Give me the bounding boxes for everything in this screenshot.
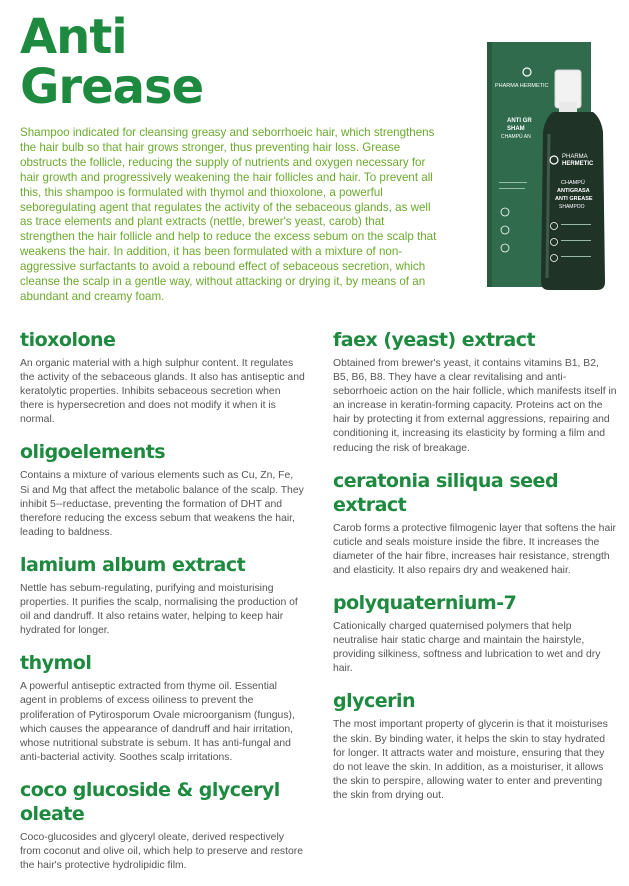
bottle-name-4: SHAMPOO	[559, 204, 585, 210]
section-heading: glycerin	[333, 690, 416, 713]
section-coco-glucoside	[20, 778, 305, 873]
section-body: Coco-glucosides and glyceryl oleate, derived respectively from coconut and olive oil, which help to preserve and restore the hair's protective hydrolipidic film.	[20, 831, 304, 872]
intro-paragraph: Shampoo indicated for cleansing greasy and seborrhoeic hair, which strengthens the hair bulb so that hair grows stronger, thus preventing hair loss. Grease obstructs the follicle, reducing the supply of nutrients and oxygen necessary for hair growth and progressively weakening the hair follicles and hair. To prevent all this, this shampoo is formulated with thymol and thioxolone, a powerful seboregulating agent that regulates the activity of the sebaceous glands, as well as trace elements and plant extracts (nettle, brewer's yeast, carob) that strengthen the hair follicle and help to reduce the excess sebum on the scalp that weakens the hair. In addition, it has been formulated with a mixture of non-aggressive surfactants to avoid a rebound effect of sebaceous secretion, which cleanse the scalp in a gentle way, without attacking or drying it, by means of an abundant and creamy foam.	[20, 126, 437, 303]
title-line-2: Grease	[20, 59, 204, 115]
bottle-name-2: ANTIGRASA	[557, 188, 590, 194]
section-lamium-album	[20, 553, 305, 638]
page-title	[20, 9, 204, 115]
section-body: An organic material with a high sulphur content. It regulates the activity of the sebaceous glands. It also has antiseptic and keratolytic properties. Inhibits sebaceous secretion when there is hypersecretion and does not modify it when it is normal.	[20, 358, 305, 426]
bottle-brand-2: HERMETIC	[562, 161, 594, 167]
section-heading: coco glucoside & glyceryl oleate	[20, 778, 280, 825]
section-heading: polyquaternium-7	[333, 592, 517, 615]
section-body: Nettle has sebum-regulating, purifying and moisturising properties. It purifies the scalp, normalising the production of oil and dandruff. It also retains water, helping to keep hair hydrated for longer.	[20, 582, 298, 637]
section-heading: thymol	[20, 652, 92, 675]
section-heading: tioxolone	[20, 329, 116, 351]
bottle-brand-1: PHARMA	[562, 154, 588, 160]
section-heading: ceratonia siliqua seed extract	[333, 469, 559, 516]
section-tioxolone	[20, 328, 305, 427]
section-thymol	[20, 651, 305, 765]
section-oligoelements	[20, 440, 305, 539]
section-body: The most important property of glycerin is that it moisturises the skin. By binding water, it helps the skin to stay hydrated for longer. It attracts water and moisture, ensuring that they do not leave the skin. In addition, as a moisturiser, it allows the skin to perspire, allowing water to enter and preventing the skin from drying out.	[333, 719, 608, 801]
box-brand: PHARMA HERMETIC	[495, 83, 549, 89]
section-heading: lamium album extract	[20, 553, 246, 576]
section-polyquaternium-7	[333, 591, 617, 676]
section-heading: oligoelements	[20, 441, 166, 464]
product-image	[487, 42, 605, 292]
section-body: Contains a mixture of various elements such as Cu, Zn, Fe, Si and Mg that affect the metabolic balance of the scalp. They inhibit 5--reductase, preventing the formation of DHT and therefore reducing the excess sebum that weakens the hair, leading to baldness.	[20, 470, 304, 538]
bottle-name-1: CHAMPÚ	[561, 180, 585, 186]
box-name-2: SHAM	[507, 126, 525, 132]
title-line-1: Anti	[20, 9, 127, 65]
section-heading: faex (yeast) extract	[333, 329, 536, 351]
section-body: A powerful antiseptic extracted from thyme oil. Essential agent in problems of excess oiliness to prevent the proliferation of Pytirosporum Ovale microorganism (fungus), which causes the appearance of dandruff and hair irritation, whose nutritional substrate is sebum. It has anti-fungal and anti-bacterial activity. Soothes scalp irritations.	[20, 681, 295, 763]
section-body: Cationically charged quaternised polymers that help neutralise hair static charge and maintain the hairstyle, providing silkiness, softness and lubrication to wet and dry hair.	[333, 621, 601, 675]
left-column	[20, 328, 305, 886]
section-body: Carob forms a protective filmogenic layer that softens the hair cuticle and seals moisture inside the fibre. It increases the diameter of the hair fibre, increases hair resistance, strength and elasticity. It also repairs dry and weakened hair.	[333, 522, 616, 576]
box-name-1: ANTI GR	[507, 118, 532, 124]
section-body: Obtained from brewer's yeast, it contains vitamins B1, B2, B5, B6, B8. They have a clear revitalising and anti-seborrhoeic action on the hair follicle, which manifests itself in an increase in keratin-forming capacity. Proteins act on the hair by protecting it from external aggressions, repairing and conditioning it, increasing its elasticity by forming a film and reducing the risk of breakage.	[333, 358, 617, 454]
box-name-3: CHAMPÚ AN	[501, 134, 531, 140]
section-glycerin	[333, 689, 617, 803]
bottle-name-3: ANTI GREASE	[555, 196, 593, 202]
section-faex-extract	[333, 328, 617, 456]
right-column	[333, 328, 617, 816]
section-ceratonia-siliqua	[333, 469, 617, 578]
